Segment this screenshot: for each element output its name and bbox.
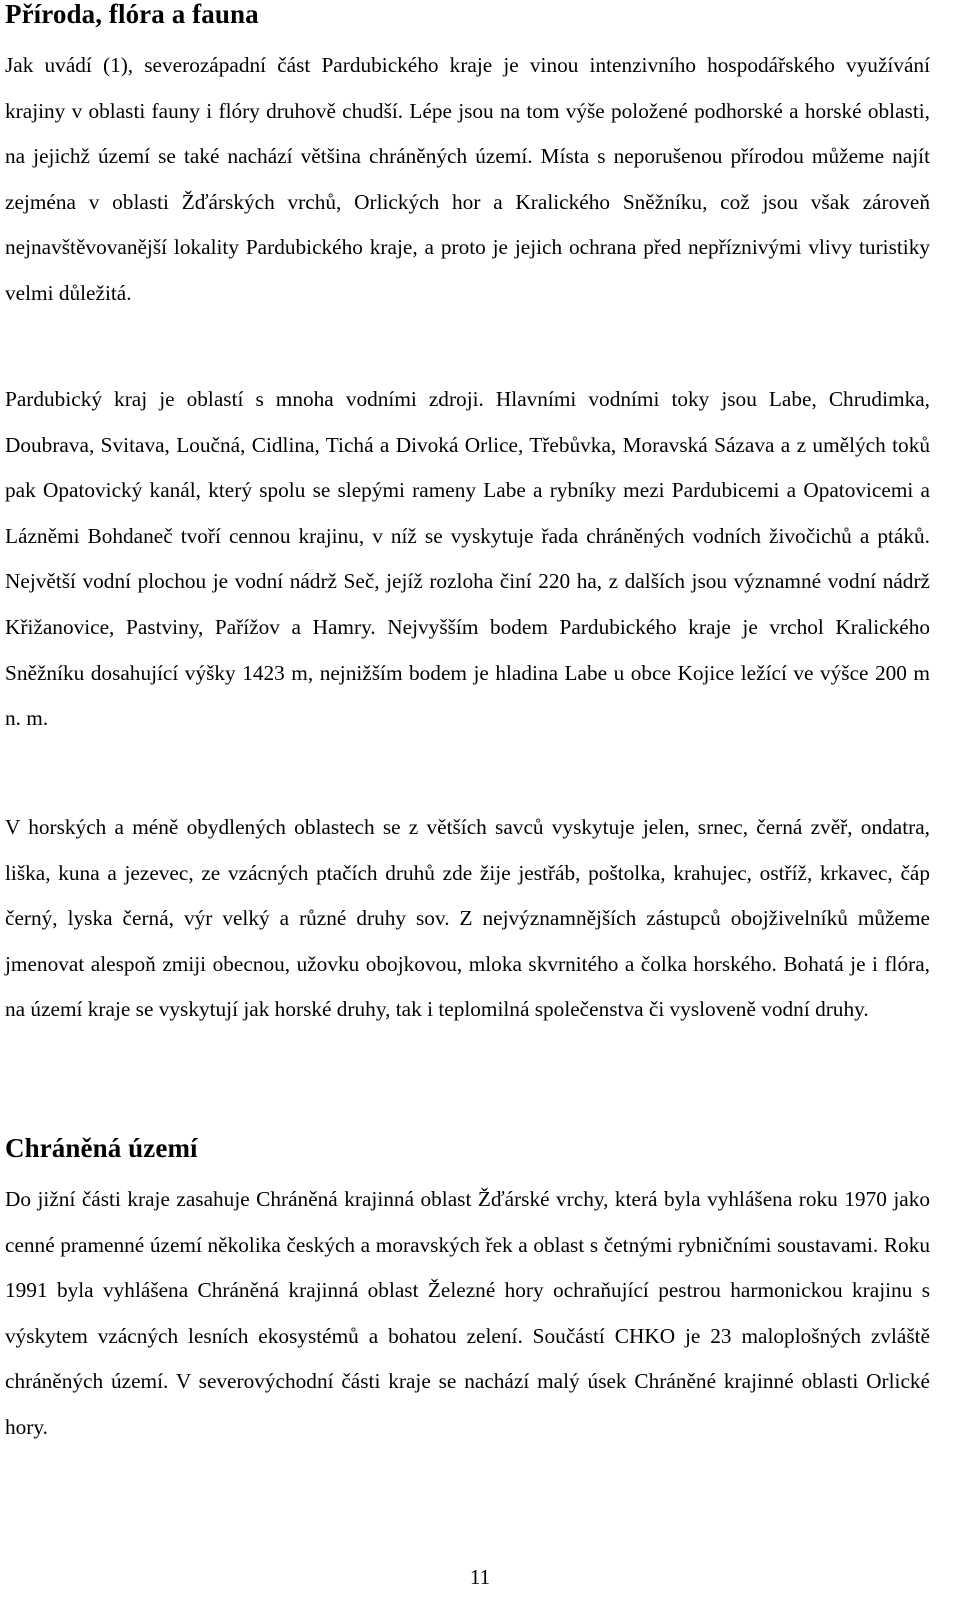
section-heading-protected-areas: Chráněná území: [5, 1133, 198, 1163]
paragraph-intro: Jak uvádí (1), severozápadní část Pardubického kraje je vinou intenzivního hospodářského využívání krajiny v oblasti fauny i flóry druhově chudší. Lépe jsou na tom výše položené podhorské a horské oblasti, na jejichž území se také nachází většina chráněných území. Místa s neporušenou přírodou můžeme najít zejména v oblasti Žďárských vrchů, Orlických hor a Kralického Sněžníku, což jsou však zároveň nejnavštěvovanější lokality Pardubického kraje, a proto je jejich ochrana před nepříznivými vlivy turistiky velmi důležitá.: [5, 53, 930, 305]
section-heading-nature: Příroda, flóra a fauna: [5, 0, 259, 29]
paragraph-water: Pardubický kraj je oblastí s mnoha vodními zdroji. Hlavními vodními toky jsou Labe, Chrudimka, Doubrava, Svitava, Loučná, Cidlina, Tichá a Divoká Orlice, Třebůvka, Moravská Sázava a z umělých toků pak Opatovický kanál, který spolu se slepými rameny Labe a rybníky mezi Pardubicemi a Opatovicemi a Lázněmi Bohdaneč tvoří cennou krajinu, v níž se vyskytuje řada chráněných vodních živočichů a ptáků. Největší vodní plochou je vodní nádrž Seč, jejíž rozloha činí 220 ha, z dalších jsou významné vodní nádrž Křižanovice, Pastviny, Pařížov a Hamry. Nejvyšším bodem Pardubického kraje je vrchol Kralického Sněžníku dosahující výšky 1423 m, nejnižším bodem je hladina Labe u obce Kojice ležící ve výšce 200 m n. m.: [5, 387, 930, 731]
paragraph-fauna-flora: V horských a méně obydlených oblastech se z větších savců vyskytuje jelen, srnec, černá zvěř, ondatra, liška, kuna a jezevec, ze vzácných ptačích druhů zde žije jestřáb, poštolka, krahujec, ostříž, krkavec, čáp černý, lyska černá, výr velký a různé druhy sov. Z nejvýznamnějších zástupců obojživelníků můžeme jmenovat alespoň zmiji obecnou, užovku obojkovou, mloka skvrnitého a čolka horského. Bohatá je i flóra, na území kraje se vyskytují jak horské druhy, tak i teplomilná společenstva či vysloveně vodní druhy.: [5, 815, 930, 1022]
page-number: 11: [469, 1565, 491, 1589]
paragraph-protected-areas: Do jižní části kraje zasahuje Chráněná krajinná oblast Žďárské vrchy, která byla vyhlášena roku 1970 jako cenné pramenné území několika českých a moravských řek a oblast s četnými rybničními soustavami. Roku 1991 byla vyhlášena Chráněná krajinná oblast Železné hory ochraňující pestrou harmonickou krajinu s výskytem vzácných lesních ekosystémů a bohatou zelení. Součástí CHKO je 23 maloplošných zvláště chráněných území. V severovýchodní části kraje se nachází malý úsek Chráněné krajinné oblasti Orlické hory.: [5, 1187, 930, 1439]
